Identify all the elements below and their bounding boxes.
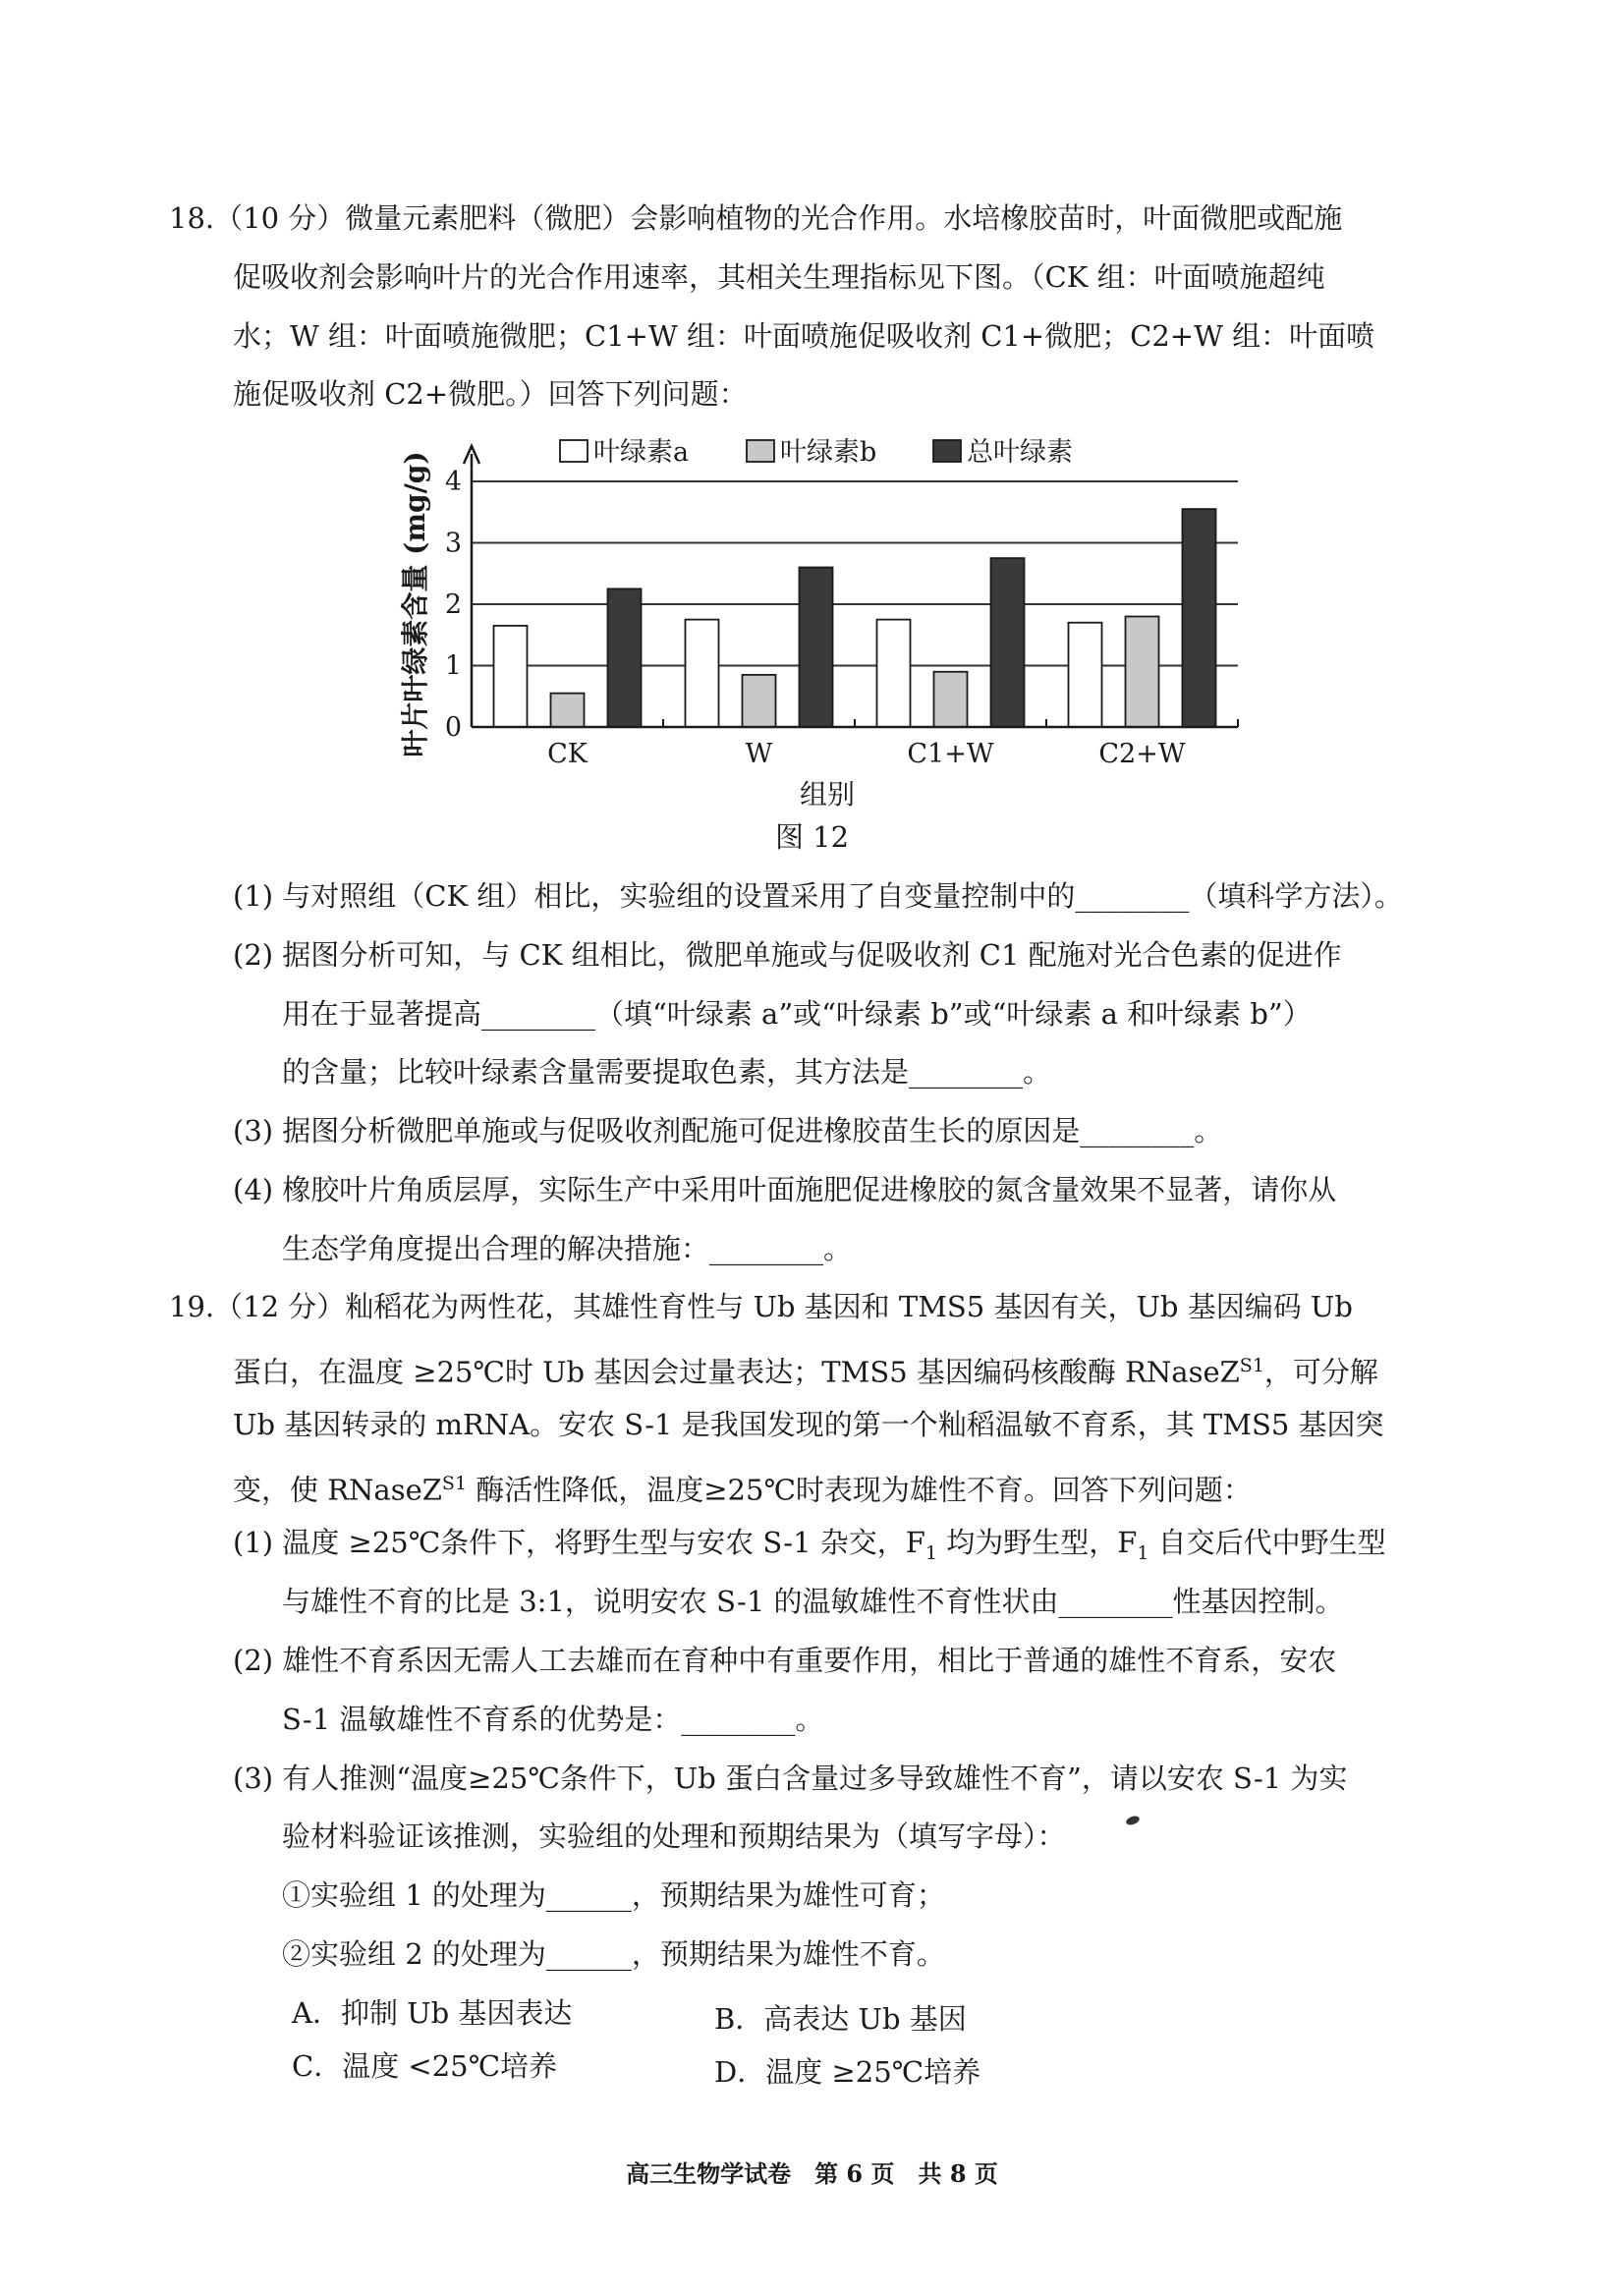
q18-sub3: (3) 据图分析微肥单施或与促吸收剂配施可促进橡胶苗生长的原因是________。 [233,1114,1223,1148]
q19-stem-line: Ub 基因转录的 mRNA。安农 S-1 是我国发现的第一个籼稻温敏不育系，其 TMS5 基因突 [233,1408,1384,1441]
page-footer: 高三生物学试卷 第 6 页 共 8 页 [626,2159,998,2188]
q19-option-b: B．高表达 Ub 基因 [714,2002,967,2036]
figure-caption: 图 12 [774,820,850,854]
q18-sub4-line: 生态学角度提出合理的解决措施：________。 [282,1232,853,1265]
chart-legend-label: 叶绿素a [593,437,690,468]
chart-bar [1069,623,1102,727]
q19-sub3-line: (3) 有人推测“温度≥25℃条件下，Ub 蛋白含量过多导致雄性不育”，请以安农 S-1 为实 [233,1762,1348,1795]
chart-legend-label: 叶绿素b [780,437,877,468]
chart-bar [608,588,642,727]
q19-sub1-line: 与雄性不育的比是 3:1，说明安农 S-1 的温敏雄性不育性状由________性基因控制。 [282,1585,1344,1618]
q18-stem-line: 水；W 组：叶面喷施微肥；C1+W 组：叶面喷施促吸收剂 C1+微肥；C2+W 组：叶面喷 [233,319,1375,353]
chart-y-axis-label: 叶片叶绿素含量 (mg/g) [399,451,431,757]
chart-legend-swatch [747,440,774,462]
q18-sub2-line: 的含量；比较叶绿素含量需要提取色素，其方法是________。 [282,1055,1052,1089]
q19-stem-line: 蛋白，在温度 ≥25℃时 Ub 基因会过量表达；TMS5 基因编码核酸酶 RNaseZ$^{S1}$，可分解 [233,1355,1378,1389]
q19-sub2-line: S-1 温敏雄性不育系的优势是：________。 [282,1703,824,1736]
ink-smudge [1125,1815,1141,1826]
chart-bar [800,568,833,728]
chart-x-tick-label: C2+W [1098,739,1186,769]
q19-sub1-line: (1) 温度 ≥25℃条件下，将野生型与安农 S-1 杂交，$F_1$ 均为野生型，$F_1$ 自交后代中野生型 [233,1526,1386,1564]
chart-bar [1183,509,1216,727]
chart-y-tick-label: 2 [444,589,462,620]
chart-legend-swatch [933,440,961,462]
chart-x-axis-label: 组别 [799,778,856,811]
chart-bar [686,620,719,727]
q19-sub3-line: 验材料验证该推测，实验组的处理和预期结果为（填写字母）： [282,1819,1066,1853]
chlorophyll-bar-chart [373,413,1258,815]
chart-bar [551,694,585,727]
q19-sub2-line: (2) 雄性不育系因无需人工去雄而在育种中有重要作用，相比于普通的雄性不育系，安农 [233,1644,1337,1677]
chart-bar [494,626,528,727]
q18-sub1: (1) 与对照组（CK 组）相比，实验组的设置采用了自变量控制中的________（填科学方法）。 [233,879,1403,913]
chart-bar [934,672,968,727]
chart-y-tick-label: 1 [444,650,462,682]
q18-sub2-line: (2) 据图分析可知，与 CK 组相比，微肥单施或与促吸收剂 C1 配施对光合色素的促进作 [233,938,1342,972]
q18-stem-line: 施促吸收剂 C2+微肥。）回答下列问题： [233,377,748,411]
q19-item-2: ②实验组 2 的处理为______，预期结果为雄性不育。 [282,1937,945,1971]
chart-bar [991,558,1025,727]
chart-gridlines [472,481,1238,666]
q19-stem-line: 19.（12 分）籼稻花为两性花，其雄性育性与 Ub 基因和 TMS5 基因有关，Ub 基因编码 Ub [169,1290,1353,1323]
chart-bar [743,675,776,727]
q19-stem-line: 变，使 RNaseZ$^{S1}$ 酶活性降低，温度≥25℃时表现为雄性不育。回答下列问题： [233,1473,1252,1507]
q18-sub4-line: (4) 橡胶叶片角质层厚，实际生产中采用叶面施肥促进橡胶的氮含量效果不显著，请你从 [233,1173,1337,1206]
q19-option-d: D．温度 ≥25℃培养 [714,2055,981,2089]
q19-item-1: ①实验组 1 的处理为______，预期结果为雄性可育； [282,1878,945,1912]
chart-x-tick-label: CK [547,739,588,769]
chart-bars [494,509,1216,727]
q19-option-c: C．温度 <25℃培养 [292,2049,558,2083]
q18-sub2-line: 用在于显著提高________（填“叶绿素 a”或“叶绿素 b”或“叶绿素 a 和叶绿素 b”） [282,997,1312,1031]
q19-option-a: A．抑制 Ub 基因表达 [292,1996,573,2030]
chart-y-tick-label: 0 [444,712,462,743]
chart-x-tick-label: C1+W [907,739,994,769]
chart-y-tick-label: 3 [444,528,462,559]
chart-bar [877,620,911,727]
q18-stem-line: 18.（10 分）微量元素肥料（微肥）会影响植物的光合作用。水培橡胶苗时，叶面微肥或配施 [169,201,1343,235]
chart-bar [1126,617,1159,728]
chart-legend-label: 总叶绿素 [967,437,1073,468]
chart-x-tick-label: W [745,739,773,769]
chart-y-tick-label: 4 [444,467,462,497]
q18-stem-line: 促吸收剂会影响叶片的光合作用速率，其相关生理指标见下图。（CK 组：叶面喷施超纯 [233,260,1325,294]
chart-legend [560,437,1073,468]
chart-legend-swatch [560,440,588,462]
